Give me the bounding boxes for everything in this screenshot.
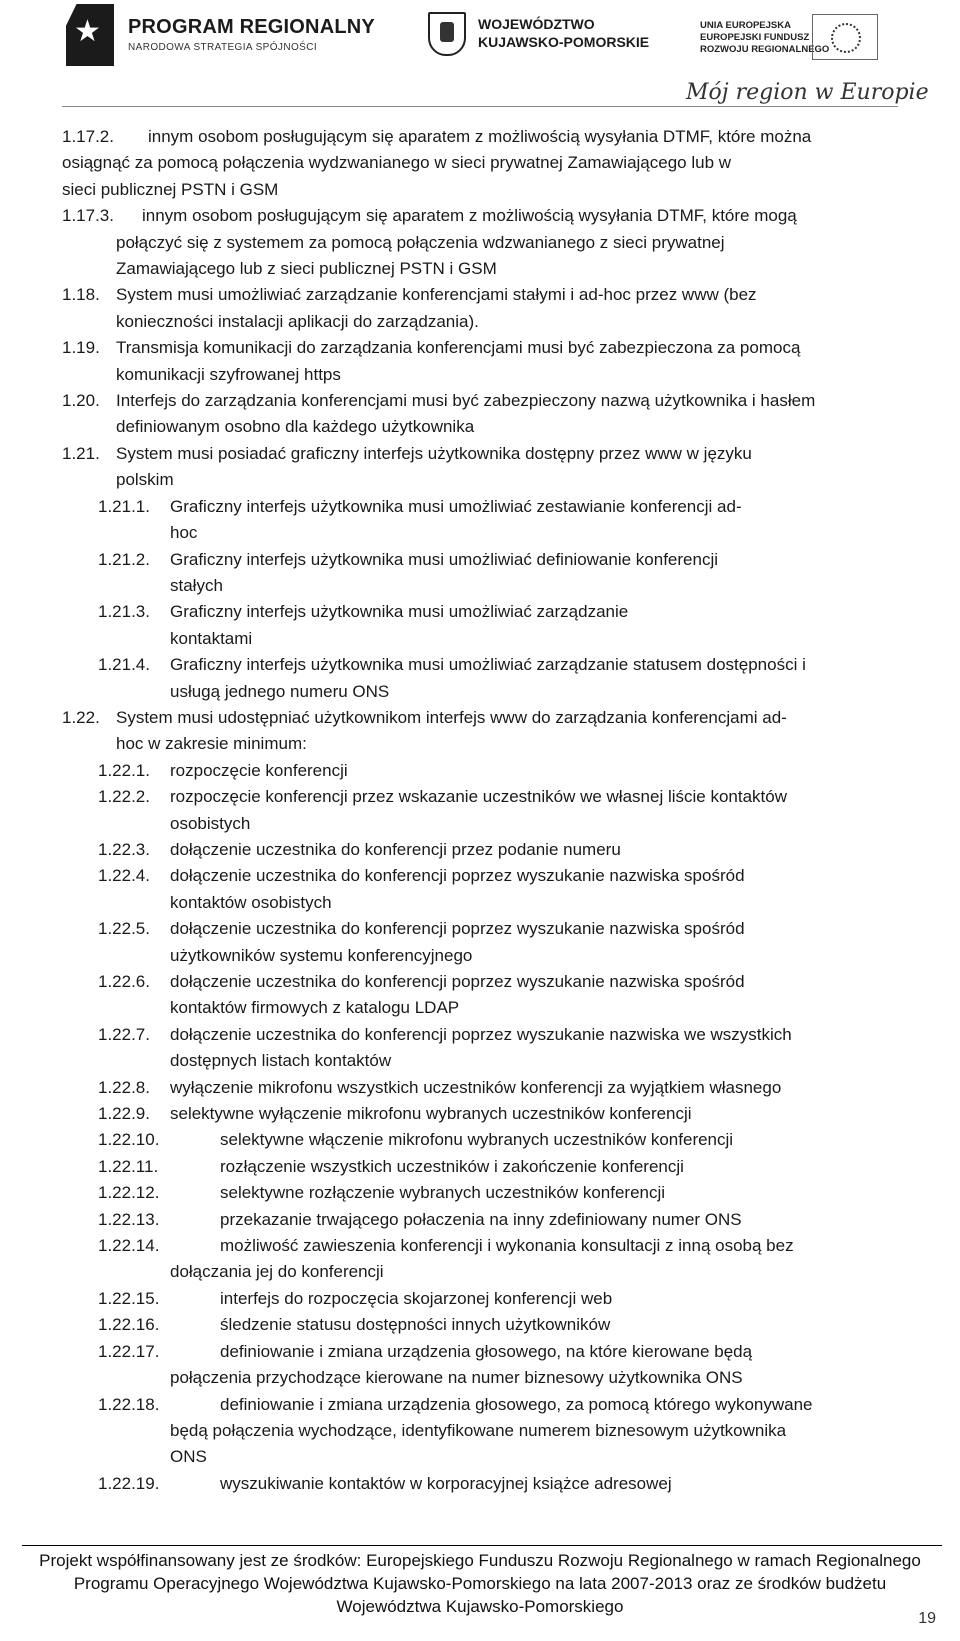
item-number: 1.22.2. [98, 787, 150, 807]
item-number: 1.21.4. [98, 655, 150, 675]
list-item [62, 784, 912, 837]
item-text-line: kontaktów osobistych [170, 892, 332, 912]
item-number: 1.22.10. [98, 1130, 160, 1150]
list-item [62, 124, 912, 203]
item-text-line: Graficzny interfejs użytkownika musi umożliwiać zarządzanie statusem dostępności i [170, 655, 806, 675]
item-number: 1.22.14. [98, 1236, 160, 1256]
list-item [62, 916, 912, 969]
item-text-line: innym osobom posługującym się aparatem z możliwością wysyłania DTMF, które mogą [142, 206, 797, 226]
eu-line1: UNIA EUROPEJSKA [700, 20, 791, 31]
item-number: 1.22.8. [98, 1077, 150, 1097]
item-text-line: śledzenie statusu dostępności innych użytkowników [220, 1315, 611, 1335]
item-text-line: połączyć się z systemem za pomocą połączenia wdzwanianego z sieci prywatnej [116, 232, 725, 252]
item-text-line: Graficzny interfejs użytkownika musi umożliwiać definiowanie konferencji [170, 549, 719, 569]
item-text-line: dołączenie uczestnika do konferencji poprzez wyszukanie nazwiska we wszystkich [170, 1024, 792, 1044]
list-item [62, 1127, 912, 1153]
item-text-line: rozłączenie wszystkich uczestników i zakończenie konferencji [220, 1156, 684, 1176]
item-number: 1.17.2. [62, 127, 114, 146]
item-number: 1.20. [62, 391, 100, 411]
item-number: 1.21.1. [98, 496, 150, 516]
list-item [62, 1286, 912, 1312]
item-text-line: innym osobom posługującym się aparatem z możliwością wysyłania DTMF, które można [148, 127, 812, 146]
item-number: 1.17.3. [62, 206, 114, 226]
item-text-line: dołączenie uczestnika do konferencji poprzez wyszukanie nazwiska spośród [170, 972, 745, 991]
item-number: 1.22.1. [98, 760, 150, 780]
item-text-line: selektywne wyłączenie mikrofonu wybranych uczestników konferencji [170, 1104, 692, 1124]
item-text-line: stałych [170, 575, 223, 595]
eu-line2: EUROPEJSKI FUNDUSZ [700, 32, 810, 43]
item-text-line: będą połączenia wychodzące, identyfikowane numerem biznesowym użytkownika [170, 1420, 787, 1440]
item-number: 1.22.7. [98, 1024, 150, 1044]
item-text-line: osiągnąć za pomocą połączenia wydzwanianego w sieci prywatnej Zamawiającego lub w [62, 153, 732, 173]
item-text-line: selektywne włączenie mikrofonu wybranych uczestników konferencji [220, 1130, 734, 1150]
item-number: 1.22.3. [98, 839, 150, 859]
list-item [62, 1207, 912, 1233]
list-item [62, 1339, 912, 1392]
list-item [62, 282, 912, 335]
item-text-line: sieci publicznej PSTN i GSM [62, 179, 279, 199]
list-item [62, 652, 912, 705]
item-text-line: usługą jednego numeru ONS [170, 681, 390, 701]
item-text-line: użytkowników systemu konferencyjnego [170, 945, 473, 965]
item-number: 1.18. [62, 285, 100, 305]
item-text-line: dostępnych listach kontaktów [170, 1051, 392, 1071]
item-text-line: wyszukiwanie kontaktów w korporacyjnej książce adresowej [220, 1473, 672, 1493]
eu-line3: ROZWOJU REGIONALNEGO [700, 44, 830, 55]
item-text-line: kontaktami [170, 628, 253, 648]
region-name-line2: KUJAWSKO-POMORSKIE [478, 34, 650, 50]
motto: Mój region w Europie [686, 80, 929, 105]
item-text-line: definiowanym osobno dla każdego użytkownika [116, 417, 475, 437]
item-number: 1.22.13. [98, 1209, 160, 1229]
item-number: 1.22.16. [98, 1315, 160, 1335]
item-number: 1.22. [62, 707, 100, 727]
list-item [62, 969, 912, 1022]
list-item [62, 837, 912, 863]
item-number: 1.19. [62, 338, 100, 358]
list-item [62, 1233, 912, 1286]
coat-of-arms-icon [428, 12, 466, 56]
item-text-line: konieczności instalacji aplikacji do zarządzania). [116, 311, 479, 331]
header-divider [62, 106, 898, 107]
item-number: 1.21. [62, 443, 100, 463]
item-text-line: interfejs do rozpoczęcia skojarzonej konferencji web [220, 1288, 613, 1308]
list-item [62, 494, 912, 547]
item-text-line: połączenia przychodzące kierowane na numer biznesowy użytkownika ONS [170, 1368, 743, 1388]
list-item [62, 1312, 912, 1338]
item-number: 1.22.5. [98, 919, 150, 939]
item-text-line: definiowanie i zmiana urządzenia głosowego, na które kierowane będą [220, 1341, 753, 1361]
footer-line-2: Programu Operacyjnego Województwa Kujawsko-Pomorskiego na lata 2007-2013 oraz ze środków budżetu [73, 1574, 887, 1593]
item-number: 1.22.12. [98, 1183, 160, 1203]
list-item [62, 203, 912, 282]
item-text-line: dołączenie uczestnika do konferencji przez podanie numeru [170, 839, 621, 859]
footer-line-1: Projekt współfinansowany jest ze środków: Europejskiego Funduszu Rozwoju Regionalnego w ramach Regionalnego [39, 1551, 921, 1570]
list-item [62, 705, 912, 758]
list-item [62, 863, 912, 916]
item-text-line: osobistych [170, 813, 251, 833]
list-item [62, 1180, 912, 1206]
item-number: 1.22.6. [98, 972, 150, 991]
item-text-line: System musi udostępniać użytkownikom interfejs www do zarządzania konferencjami ad- [116, 707, 787, 727]
item-text-line: rozpoczęcie konferencji przez wskazanie uczestników we własnej liście kontaktów [170, 787, 787, 807]
item-text-line: System musi umożliwiać zarządzanie konferencjami stałymi i ad-hoc przez www (bez [116, 285, 757, 305]
item-number: 1.22.4. [98, 866, 150, 886]
page-number: 19 [918, 1610, 936, 1627]
page-footer [0, 1549, 960, 1618]
item-number: 1.21.3. [98, 602, 150, 622]
list-item [62, 599, 912, 652]
item-text-line: kontaktów firmowych z katalogu LDAP [170, 998, 460, 1018]
item-number: 1.21.2. [98, 549, 150, 569]
program-star-icon [66, 4, 114, 66]
region-logo [428, 10, 650, 56]
list-item [62, 1101, 912, 1127]
item-text-line: selektywne rozłączenie wybranych uczestników konferencji [220, 1183, 666, 1203]
item-text-line: Graficzny interfejs użytkownika musi umożliwiać zarządzanie [170, 602, 629, 622]
program-title: PROGRAM REGIONALNY [128, 16, 375, 38]
list-item [62, 758, 912, 784]
item-text-line: Zamawiającego lub z sieci publicznej PSTN i GSM [116, 259, 497, 279]
item-text-line: dołączenie uczestnika do konferencji poprzez wyszukanie nazwiska spośród [170, 919, 745, 939]
item-text-line: rozpoczęcie konferencji [170, 760, 348, 780]
item-text-line: Graficzny interfejs użytkownika musi umożliwiać zestawianie konferencji ad- [170, 496, 742, 516]
program-subtitle: NARODOWA STRATEGIA SPÓJNOŚCI [128, 42, 318, 53]
item-text-line: możliwość zawieszenia konferencji i wykonania konsultacji z inną osobą bez [220, 1236, 794, 1256]
list-item [62, 1392, 912, 1471]
item-text-line: hoc w zakresie minimum: [116, 734, 307, 754]
eu-flag-icon [812, 14, 878, 60]
item-text-line: dołączenie uczestnika do konferencji poprzez wyszukanie nazwiska spośród [170, 866, 745, 886]
list-item [62, 547, 912, 600]
list-item [62, 335, 912, 388]
eu-fund-logo [700, 14, 900, 64]
item-text-line: Interfejs do zarządzania konferencjami musi być zabezpieczony nazwą użytkownika i hasłem [116, 391, 816, 411]
item-number: 1.22.18. [98, 1394, 160, 1414]
item-text-line: polskim [116, 470, 174, 490]
list-item [62, 1471, 912, 1497]
item-text-line: definiowanie i zmiana urządzenia głosowego, za pomocą którego wykonywane [220, 1394, 813, 1414]
item-text-line: dołączania jej do konferencji [170, 1262, 384, 1282]
item-text-line: wyłączenie mikrofonu wszystkich uczestników konferencji za wyjątkiem własnego [170, 1077, 782, 1097]
footer-line-3: Województwa Kujawsko-Pomorskiego [336, 1597, 624, 1616]
item-number: 1.22.11. [98, 1156, 159, 1176]
item-number: 1.22.19. [98, 1473, 160, 1493]
page-header [0, 0, 960, 112]
item-text-line: przekazanie trwającego połaczenia na inny zdefiniowany numer ONS [220, 1209, 742, 1229]
item-text-line: komunikacji szyfrowanej https [116, 364, 341, 384]
list-item [62, 1075, 912, 1101]
footer-divider [22, 1545, 942, 1546]
region-name-line1: WOJEWÓDZTWO [478, 16, 595, 32]
requirements-list [62, 124, 912, 1497]
list-item [62, 441, 912, 494]
program-regionalny-logo [66, 4, 375, 56]
item-text-line: System musi posiadać graficzny interfejs użytkownika dostępny przez www w języku [116, 443, 752, 463]
item-number: 1.22.15. [98, 1288, 160, 1308]
item-text-line: ONS [170, 1447, 207, 1467]
item-number: 1.22.17. [98, 1341, 160, 1361]
item-number: 1.22.9. [98, 1104, 150, 1124]
item-text-line: Transmisja komunikacji do zarządzania konferencjami musi być zabezpieczona za pomocą [116, 338, 801, 358]
list-item [62, 1022, 912, 1075]
item-text-line: hoc [170, 523, 198, 543]
list-item [62, 1154, 912, 1180]
list-item [62, 388, 912, 441]
